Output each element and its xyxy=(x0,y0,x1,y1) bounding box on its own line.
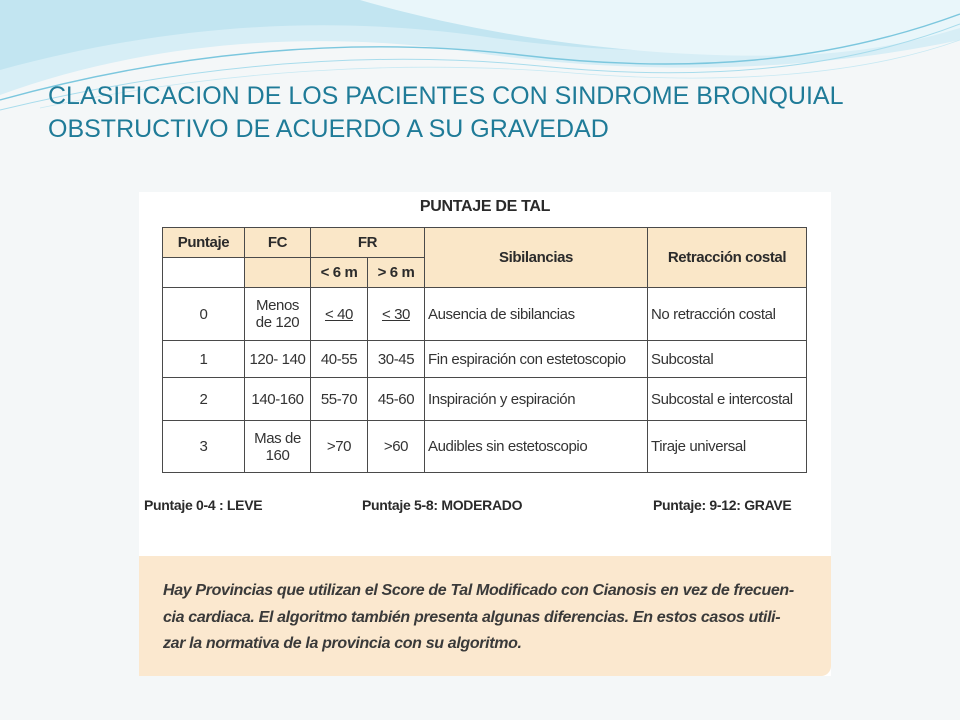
header-sibilancias: Sibilancias xyxy=(425,228,648,288)
header-puntaje: Puntaje xyxy=(163,228,245,258)
table-header-row xyxy=(163,228,807,258)
cell-fr-lt: 40-55 xyxy=(311,341,368,378)
cell-fc xyxy=(245,288,311,341)
slide-title-line-1: CLASIFICACION DE LOS PACIENTES CON SINDROME BRONQUIAL xyxy=(48,82,844,110)
slide-title-line-2: OBSTRUCTIVO DE ACUERDO A SU GRAVEDAD xyxy=(48,115,609,143)
table-row xyxy=(163,288,807,341)
cell-sibilancias: Audibles sin estetoscopio xyxy=(425,421,648,473)
tal-score-figure xyxy=(139,192,831,676)
header-fr-gt-6m: > 6 m xyxy=(368,258,425,288)
tal-score-table xyxy=(162,227,807,473)
table-row xyxy=(163,421,807,473)
cell-fr-lt-value: < 40 xyxy=(324,305,353,323)
slide-title xyxy=(48,80,928,146)
header-retraccion: Retracción costal xyxy=(648,228,807,288)
cell-sibilancias: Ausencia de sibilancias xyxy=(425,288,648,341)
cell-fc-line: Mas de xyxy=(254,429,301,447)
cell-sibilancias: Inspiración y espiración xyxy=(425,378,648,421)
cell-puntaje: 0 xyxy=(163,288,245,341)
cell-fc-line: Menos xyxy=(255,297,300,314)
cell-sibilancias: Fin espiración con estetoscopio xyxy=(425,341,648,378)
cell-fr-lt: >70 xyxy=(311,421,368,473)
note-text xyxy=(163,578,813,658)
cell-fr-gt: 45-60 xyxy=(368,378,425,421)
cell-puntaje: 2 xyxy=(163,378,245,421)
score-leve: Puntaje 0-4 : LEVE xyxy=(144,497,263,513)
cell-fr-gt: 30-45 xyxy=(368,341,425,378)
table-title: PUNTAJE DE TAL xyxy=(419,198,551,215)
table-row xyxy=(163,341,807,378)
cell-fc-line: de 120 xyxy=(255,314,300,331)
table-row xyxy=(163,378,807,421)
header-fc: FC xyxy=(245,228,311,258)
header-fr: FR xyxy=(311,228,425,258)
note-line: Hay Provincias que utilizan el Score de Tal Modificado con Cianosis en vez de frecuen- xyxy=(163,582,794,599)
cell-fr-gt-value: < 30 xyxy=(381,305,410,323)
header-fr-lt-6m: < 6 m xyxy=(311,258,368,288)
cell-fc xyxy=(245,421,311,473)
note-line: cia cardiaca. El algoritmo también presenta algunas diferencias. En estos casos utili- xyxy=(163,608,781,626)
cell-retraccion: Tiraje universal xyxy=(648,421,807,473)
cell-retraccion: Subcostal e intercostal xyxy=(648,378,807,421)
cell-fr-lt xyxy=(311,288,368,341)
cell-fr-gt xyxy=(368,288,425,341)
subheader-fc-blank xyxy=(245,258,311,288)
cell-puntaje: 3 xyxy=(163,421,245,473)
cell-fc-line: 160 xyxy=(265,446,290,464)
subheader-blank xyxy=(163,258,245,288)
cell-fr-gt: >60 xyxy=(368,421,425,473)
cell-puntaje: 1 xyxy=(163,341,245,378)
score-moderado: Puntaje 5-8: MODERADO xyxy=(362,497,523,513)
note-line: zar la normativa de la provincia con su algoritmo. xyxy=(163,635,522,652)
note-box xyxy=(139,556,831,676)
cell-fc: 140-160 xyxy=(245,378,311,421)
score-grave: Puntaje: 9-12: GRAVE xyxy=(653,497,792,513)
cell-fr-lt: 55-70 xyxy=(311,378,368,421)
cell-fc: 120- 140 xyxy=(245,341,311,378)
cell-retraccion: Subcostal xyxy=(648,341,807,378)
cell-retraccion: No retracción costal xyxy=(648,288,807,341)
